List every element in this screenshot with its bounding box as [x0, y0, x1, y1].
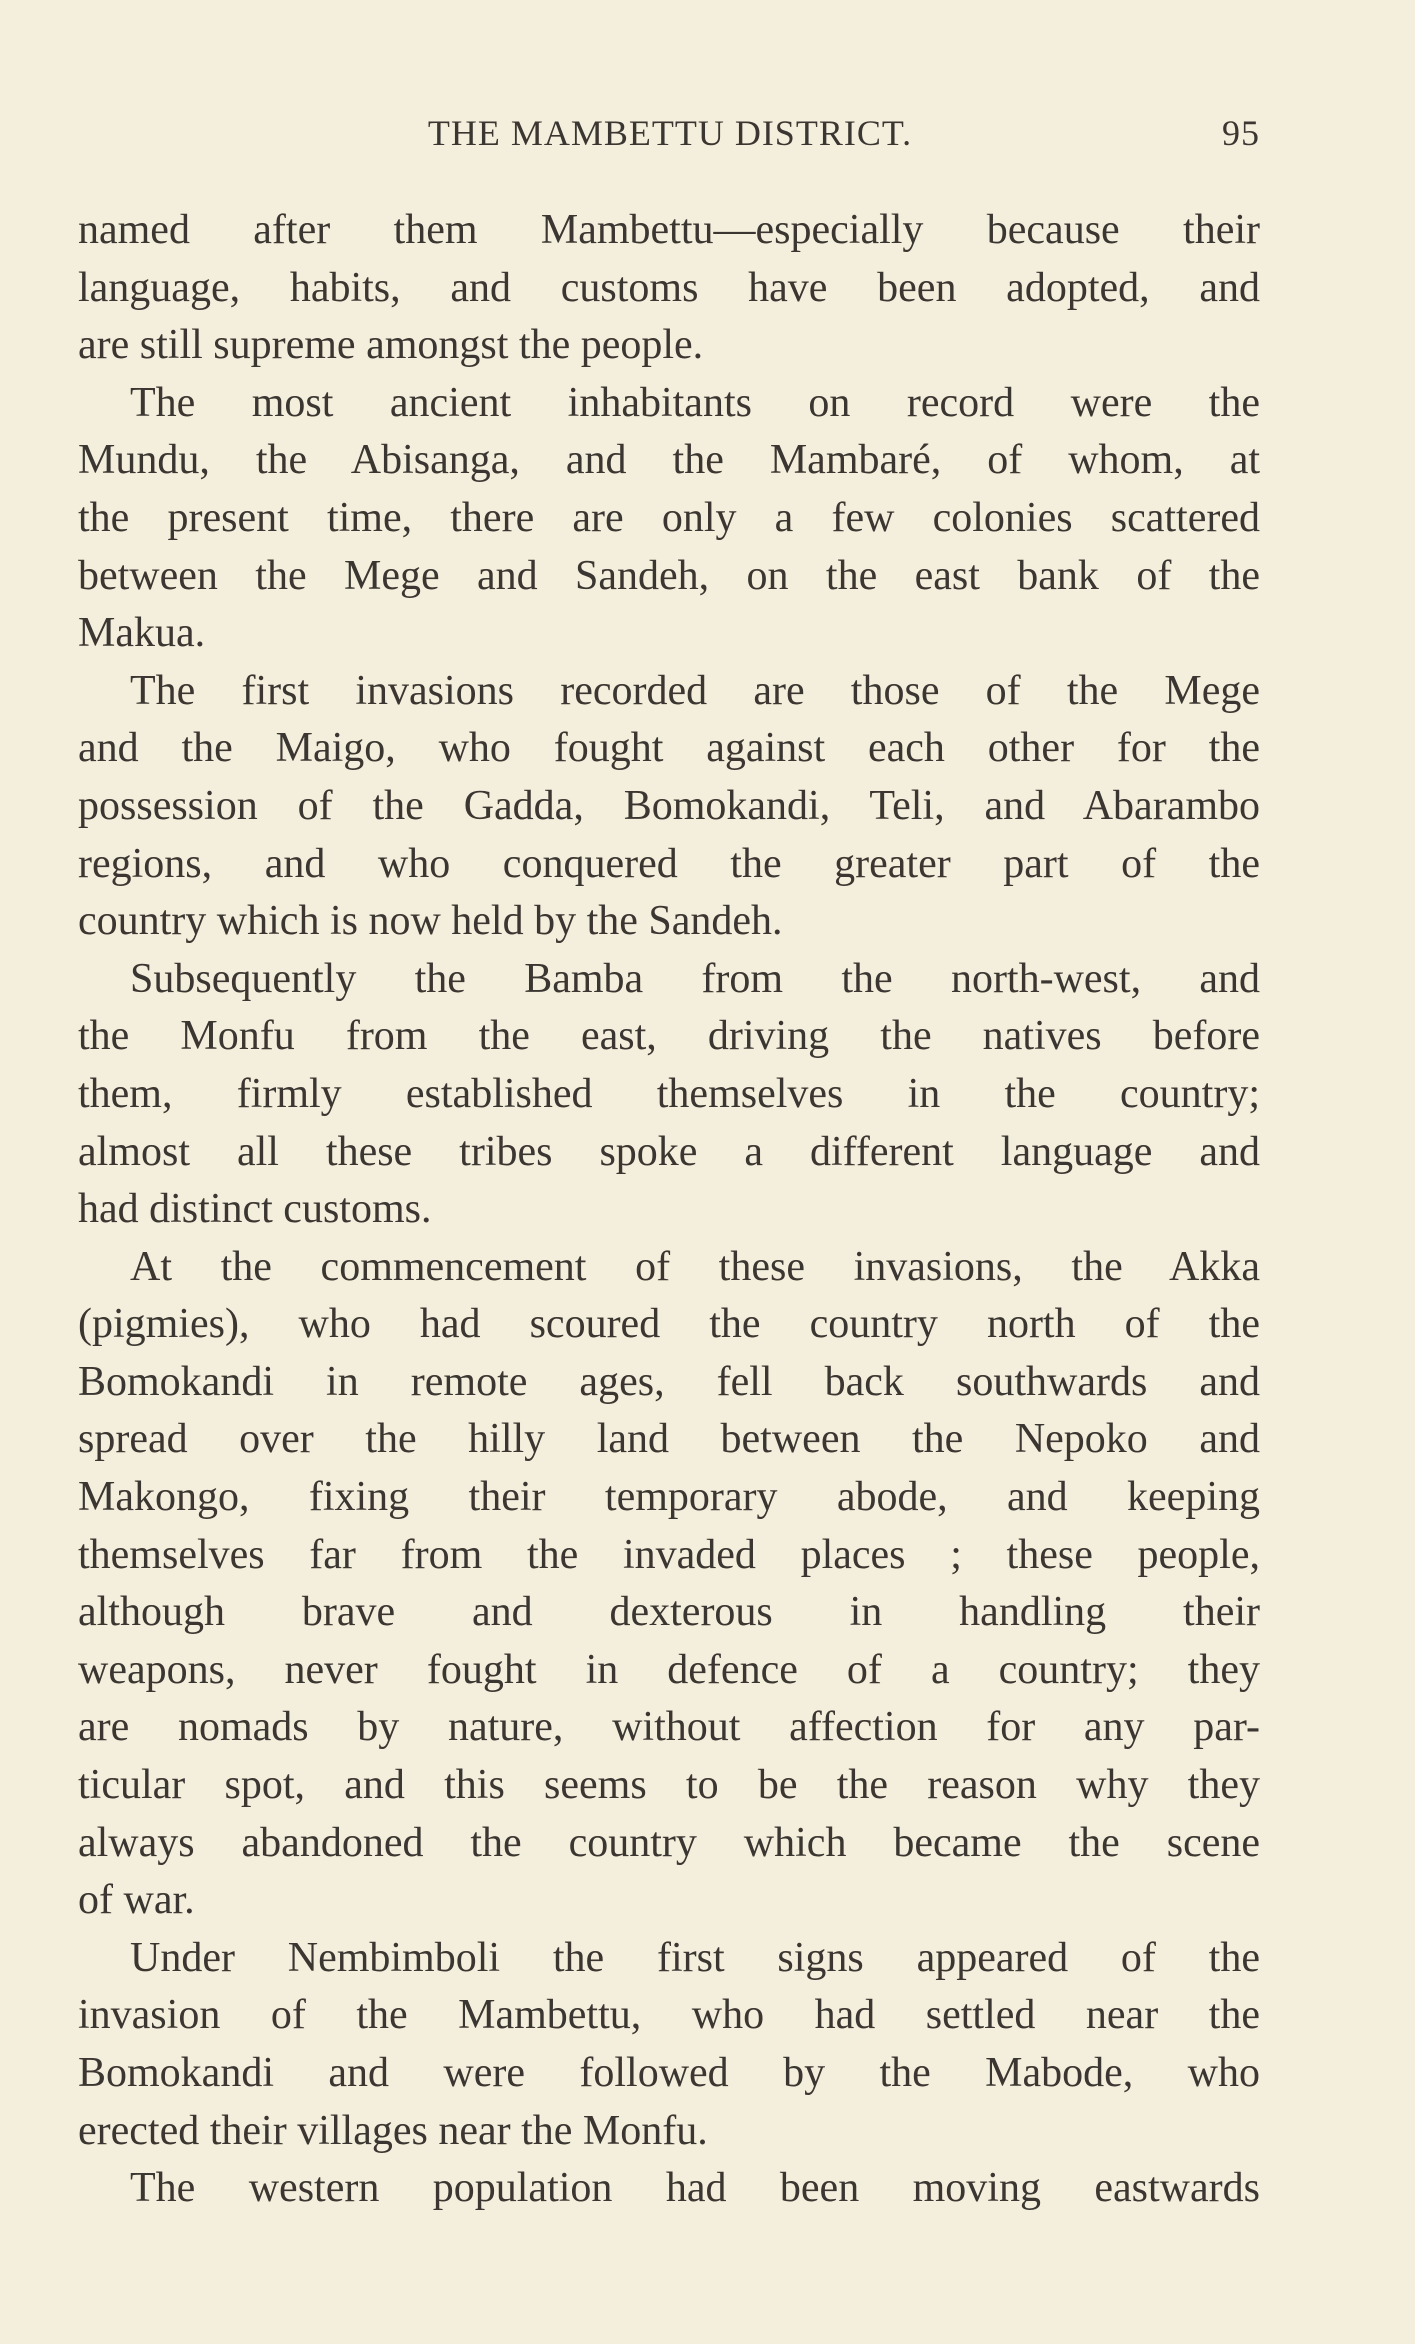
page-number: 95 [1222, 113, 1260, 153]
text-line: ticular spot, and this seems to be the reason why they [78, 1762, 1260, 1809]
paragraph [78, 1930, 1260, 2160]
text-line: Makongo, fixing their temporary abode, and keeping [78, 1474, 1260, 1521]
text-line: regions, and who conquered the greater part of the [78, 840, 1260, 887]
paragraph [78, 1239, 1260, 1930]
paragraph [78, 2160, 1260, 2218]
text-line: the present time, there are only a few colonies scattered [78, 494, 1260, 541]
text-line: The most ancient inhabitants on record were the [130, 379, 1260, 426]
text-line: themselves far from the invaded places ; these people, [78, 1531, 1260, 1578]
paragraph [78, 951, 1260, 1239]
text-line: erected their villages near the Monfu. [78, 2107, 708, 2154]
text-line: the Monfu from the east, driving the natives before [78, 1013, 1260, 1060]
text-line: named after them Mambettu—especially because their [78, 207, 1260, 253]
text-line: of war. [78, 1877, 195, 1924]
paragraph [78, 202, 1260, 375]
text-line: although brave and dexterous in handling their [78, 1589, 1260, 1636]
text-line: possession of the Gadda, Bomokandi, Teli, and Abarambo [78, 782, 1260, 829]
text-line: Bomokandi and were followed by the Mabode, who [78, 2050, 1260, 2096]
text-line: (pigmies), who had scoured the country north of the [78, 1301, 1260, 1348]
page-header [80, 112, 1260, 162]
text-line: and the Maigo, who fought against each other for the [78, 725, 1260, 772]
text-line: language, habits, and customs have been adopted, and [78, 264, 1260, 311]
text-line: weapons, never fought in defence of a country; they [78, 1646, 1260, 1693]
text-line: invasion of the Mambettu, who had settled near the [78, 1992, 1260, 2039]
text-line: The first invasions recorded are those of the Mege [130, 667, 1260, 714]
text-line: are still supreme amongst the people. [78, 322, 704, 369]
text-line: always abandoned the country which became the scene [78, 1819, 1260, 1866]
text-line: Makua. [78, 610, 206, 657]
text-line: Subsequently the Bamba from the north-west, and [130, 955, 1260, 1002]
paragraph [78, 375, 1260, 663]
text-line: had distinct customs. [78, 1186, 432, 1233]
text-line: Mundu, the Abisanga, and the Mambaré, of whom, at [78, 437, 1260, 484]
text-line: At the commencement of these invasions, the Akka [130, 1243, 1260, 1290]
text-line: are nomads by nature, without affection for any par- [78, 1704, 1260, 1751]
running-title: THE MAMBETTU DISTRICT. [427, 113, 913, 153]
page-body [78, 202, 1260, 2218]
paragraph [78, 663, 1260, 951]
text-line: Under Nembimboli the first signs appeared of the [130, 1934, 1260, 1981]
text-line: spread over the hilly land between the Nepoko and [78, 1416, 1260, 1463]
text-line: them, firmly established themselves in the country; [78, 1070, 1260, 1117]
text-line: between the Mege and Sandeh, on the east bank of the [78, 552, 1260, 599]
text-line: country which is now held by the Sandeh. [78, 898, 783, 945]
text-line: Bomokandi in remote ages, fell back southwards and [78, 1358, 1260, 1405]
text-line: The western population had been moving eastwards [130, 2165, 1260, 2212]
text-line: almost all these tribes spoke a different language and [78, 1128, 1260, 1175]
